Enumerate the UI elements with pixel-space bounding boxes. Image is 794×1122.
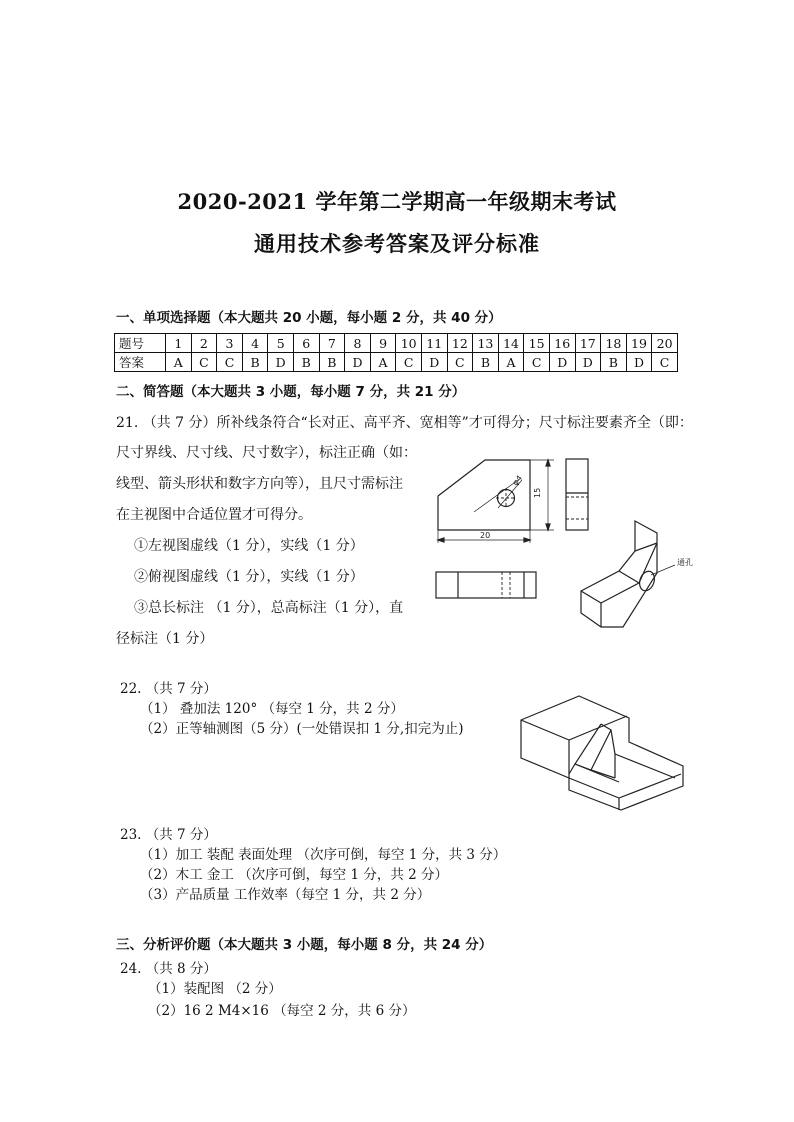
- section3-heading: 三、分析评价题（本大题共 3 小题，每小题 8 分，共 24 分）: [116, 937, 493, 953]
- answer-cell: D: [626, 353, 652, 372]
- answer-cell: C: [217, 353, 243, 372]
- question-number-cell: 13: [473, 334, 499, 353]
- q21-line4: 在主视图中合适位置才可得分。: [116, 507, 312, 523]
- q22-isometric-drawing: [515, 690, 695, 815]
- dim-width-text: 20: [480, 531, 491, 540]
- answer-cell: C: [396, 353, 422, 372]
- section1-heading: 一、单项选择题（本大题共 20 小题，每小题 2 分，共 40 分）: [116, 310, 502, 326]
- question-number-cell: 15: [524, 334, 550, 353]
- answer-cell: B: [242, 353, 268, 372]
- q24-head: 24. （共 8 分）: [120, 961, 217, 977]
- question-number-cell: 1: [166, 334, 192, 353]
- answer-cell: A: [370, 353, 396, 372]
- answer-cell: B: [293, 353, 319, 372]
- q23-item2: （2）木工 金工 （次序可倒，每空 1 分，共 2 分）: [140, 867, 449, 883]
- question-number-cell: 8: [345, 334, 371, 353]
- q22-head: 22. （共 7 分）: [120, 681, 217, 697]
- question-number-cell: 4: [242, 334, 268, 353]
- page-subtitle: 通用技术参考答案及评分标准: [254, 231, 540, 256]
- question-number-cell: 18: [601, 334, 627, 353]
- q21-line3: 线型、箭头形状和数字方向等），且尺寸需标注: [116, 476, 403, 492]
- q21-top-view-drawing: [430, 568, 550, 608]
- question-number-cell: 2: [191, 334, 217, 353]
- question-number-cell: 5: [268, 334, 294, 353]
- dim-diameter-text: φ4: [510, 473, 525, 488]
- answer-cell: C: [524, 353, 550, 372]
- answer-cell: D: [549, 353, 575, 372]
- q21-isometric-drawing: [575, 515, 705, 645]
- page-title: 2020-2021 学年第二学期高一年级期末考试: [177, 189, 617, 214]
- answer-cell: D: [268, 353, 294, 372]
- answer-cell: D: [575, 353, 601, 372]
- through-hole-label: 通孔: [677, 558, 693, 567]
- answer-cell: D: [345, 353, 371, 372]
- table-row-answers: [115, 353, 678, 372]
- answer-cell: A: [498, 353, 524, 372]
- question-number-cell: 7: [319, 334, 345, 353]
- question-number-cell: 12: [447, 334, 473, 353]
- row-label-number: 题号: [115, 334, 166, 353]
- q21-front-view-drawing: [430, 450, 560, 550]
- answer-cell: D: [421, 353, 447, 372]
- table-row-numbers: [115, 334, 678, 353]
- q21-line1: 21. （共 7 分）所补线条符合“长对正、高平齐、宽相等”才可得分；尺寸标注要素齐全（即：: [116, 415, 693, 431]
- question-number-cell: 14: [498, 334, 524, 353]
- q21-item1: ①左视图虚线（1 分），实线（1 分）: [134, 538, 364, 554]
- answer-table: [114, 333, 678, 372]
- q21-item2: ②俯视图虚线（1 分），实线（1 分）: [134, 569, 364, 585]
- q23-item1: （1）加工 装配 表面处理 （次序可倒，每空 1 分，共 3 分）: [140, 847, 507, 863]
- answer-cell: C: [652, 353, 678, 372]
- answer-cell: C: [447, 353, 473, 372]
- section2-heading: 二、简答题（本大题共 3 小题，每小题 7 分，共 21 分）: [116, 384, 466, 400]
- q21-item3: ③总长标注 （1 分），总高标注（1 分），直: [134, 600, 404, 616]
- row-label-answer: 答案: [115, 353, 166, 372]
- dim-height-text: 15: [533, 487, 542, 498]
- answer-cell: B: [601, 353, 627, 372]
- q21-line2: 尺寸界线、尺寸线、尺寸数字），标注正确（如：: [116, 445, 417, 461]
- question-number-cell: 3: [217, 334, 243, 353]
- answer-cell: C: [191, 353, 217, 372]
- q24-item2: （2）16 2 M4×16 （每空 2 分，共 6 分）: [148, 1003, 416, 1019]
- question-number-cell: 20: [652, 334, 678, 353]
- q22-item2: （2）正等轴测图（5 分）(一处错误扣 1 分,扣完为止): [140, 721, 464, 737]
- q23-head: 23. （共 7 分）: [120, 827, 217, 843]
- question-number-cell: 10: [396, 334, 422, 353]
- q23-item3: （3）产品质量 工作效率（每空 1 分，共 2 分）: [140, 887, 431, 903]
- answer-cell: B: [473, 353, 499, 372]
- question-number-cell: 19: [626, 334, 652, 353]
- answer-cell: A: [166, 353, 192, 372]
- question-number-cell: 9: [370, 334, 396, 353]
- question-number-cell: 17: [575, 334, 601, 353]
- question-number-cell: 16: [549, 334, 575, 353]
- question-number-cell: 6: [293, 334, 319, 353]
- q22-item1: （1） 叠加法 120° （每空 1 分，共 2 分）: [140, 701, 404, 717]
- question-number-cell: 11: [421, 334, 447, 353]
- answer-cell: B: [319, 353, 345, 372]
- q24-item1: （1）装配图 （2 分）: [148, 981, 282, 997]
- q21-item3b: 径标注（1 分）: [116, 631, 214, 647]
